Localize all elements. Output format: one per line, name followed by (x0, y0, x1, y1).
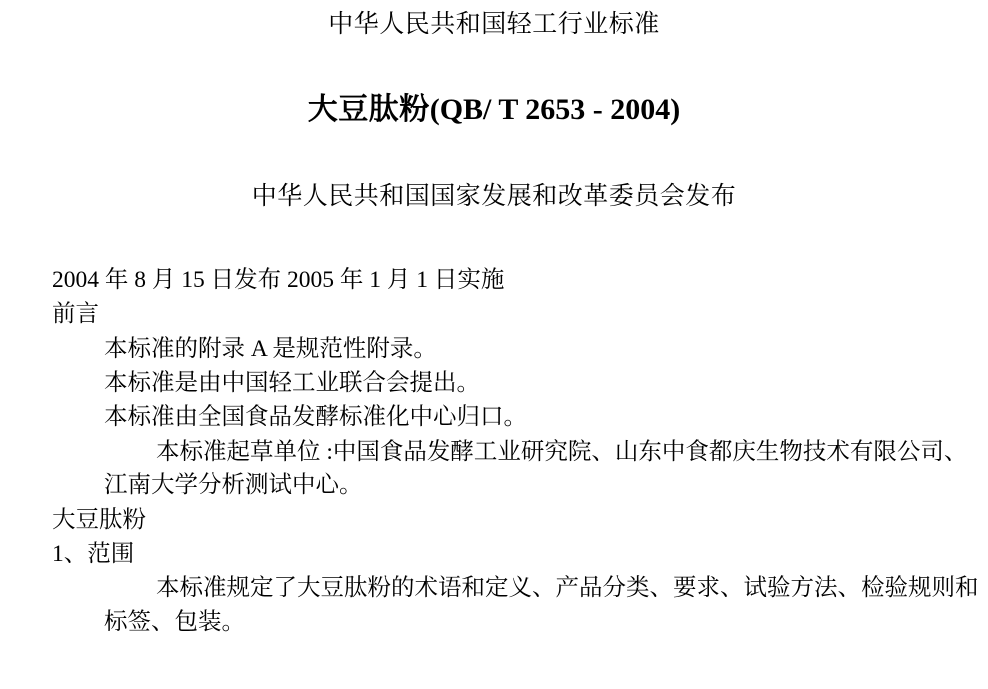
document-title-code: (QB/ T 2653 - 2004) (429, 93, 681, 126)
document-page (0, 10, 988, 689)
issue-dates-line: 2004 年 8 月 15 日发布 2005 年 1 月 1 日实施 (52, 267, 505, 293)
preface-line-3: 本标准由全国食品发酵标准化中心归口。 (104, 404, 527, 431)
section-1-text: 本标准规定了大豆肽粉的术语和定义、产品分类、要求、试验方法、检验规则和标签、包装。 (104, 575, 979, 635)
section-title: 大豆肽粉 (52, 506, 146, 533)
publisher-line: 中华人民共和国国家发展和改革委员会发布 (251, 183, 737, 210)
preface-line-2: 本标准是由中国轻工业联合会提出。 (104, 370, 480, 397)
document-title-cn: 大豆肽粉 (307, 93, 430, 126)
document-body (0, 264, 988, 639)
document-title (0, 92, 988, 128)
standard-authority-line: 中华人民共和国轻工行业标准 (328, 11, 660, 38)
section-1-heading: 1、范围 (52, 540, 135, 567)
preface-line-1: 本标准的附录 A 是规范性附录。 (104, 335, 437, 362)
preface-heading: 前言 (52, 301, 99, 328)
drafting-units-line: 本标准起草单位 :中国食品发酵工业研究院、山东中食都庆生物技术有限公司、江南大学分析测试中心。 (104, 438, 968, 499)
